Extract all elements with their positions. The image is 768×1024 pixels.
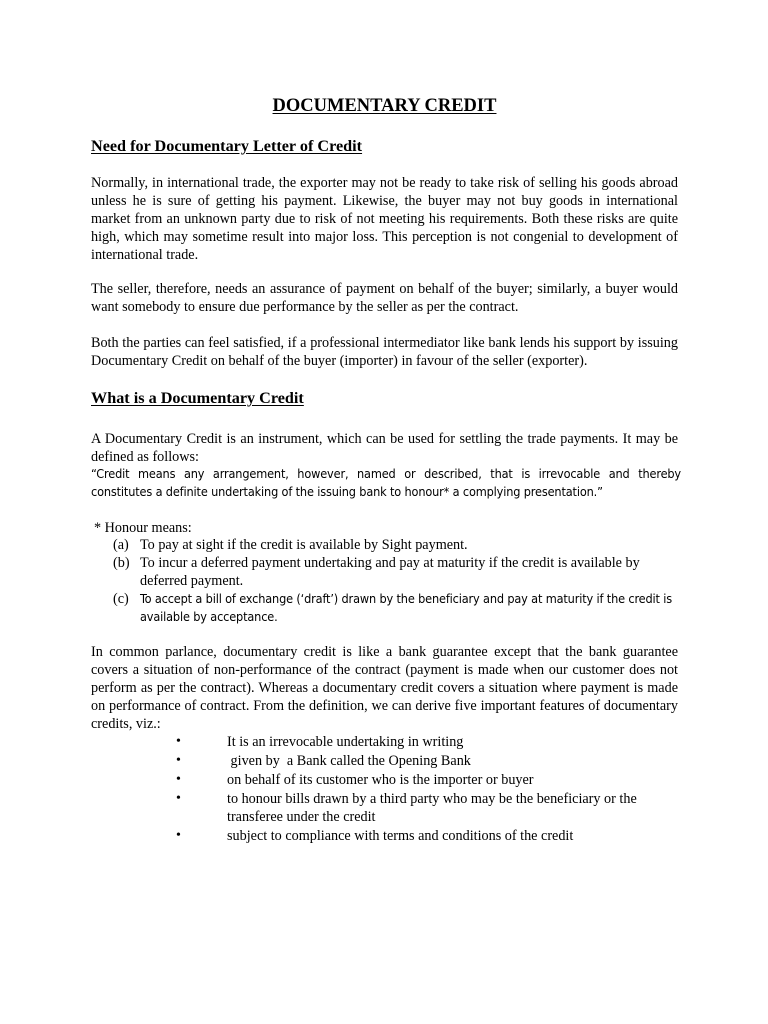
bullet-icon: • — [176, 828, 181, 843]
feature-list-item — [176, 752, 678, 770]
feature-text: to honour bills drawn by a third party who may be the beneficiary or the transferee under the credit — [227, 791, 637, 825]
bullet-icon: • — [176, 753, 181, 768]
paragraph-both-parties: Both the parties can feel satisfied, if a professional intermediator like bank lends his support by issuing Documentary Credit on behalf of the buyer (importer) in favour of the seller (exporter). — [91, 335, 678, 369]
bullet-icon: • — [176, 734, 181, 749]
feature-text: subject to compliance with terms and conditions of the credit — [227, 828, 574, 844]
paragraph-common-parlance: In common parlance, documentary credit is like a bank guarantee except that the bank guarantee covers a situation of non-performance of the contract (payment is made when our customer does not perform as per the contract). Whereas a documentary credit covers a situation where payment is made on performance of contract. From the definition, we can derive five important features of documentary credits, viz.: — [91, 644, 678, 732]
feature-list-item — [176, 733, 678, 751]
honour-item-text: To incur a deferred payment undertaking and pay at maturity if the credit is available by deferred payment. — [140, 555, 640, 589]
honour-item-text: To accept a bill of exchange (‘draft’) drawn by the beneficiary and pay at maturity if the credit is available by acceptance. — [140, 591, 673, 624]
honour-item-text: To pay at sight if the credit is available by Sight payment. — [140, 537, 468, 553]
section-heading-need: Need for Documentary Letter of Credit — [91, 137, 363, 155]
honour-item — [113, 554, 679, 590]
feature-list-item — [176, 790, 678, 826]
document-title: DOCUMENTARY CREDIT — [272, 96, 497, 116]
section-heading-what-is: What is a Documentary Credit — [91, 389, 304, 407]
honour-item — [113, 536, 679, 554]
feature-text: given by a Bank called the Opening Bank — [227, 753, 471, 769]
bullet-icon: • — [176, 791, 181, 806]
feature-list-item — [176, 771, 678, 789]
honour-item-marker: (c) — [113, 591, 129, 607]
feature-text: It is an irrevocable undertaking in writing — [227, 734, 464, 750]
paragraph-normally: Normally, in international trade, the exporter may not be ready to take risk of selling his goods abroad unless he is sure of getting his payment. Likewise, the buyer may not buy goods in international market from an unknown party due to risk of not meeting his requirements. Both these risks are quite high, which may sometime result into major loss. This perception is not congenial to development of international trade. — [91, 175, 678, 263]
paragraph-seller: The seller, therefore, needs an assurance of payment on behalf of the buyer; similarly, a buyer would want somebody to ensure due performance by the seller as per the contract. — [91, 281, 678, 315]
honour-item-marker: (a) — [113, 537, 129, 553]
feature-text: on behalf of its customer who is the importer or buyer — [227, 772, 534, 788]
bullet-icon: • — [176, 772, 181, 787]
honour-item-marker: (b) — [113, 555, 130, 571]
definition-quote: “Credit means any arrangement, however, named or described, that is irrevocable and thereby constitutes a definite undertaking of the issuing bank to honour* a complying presentation.” — [91, 466, 681, 499]
honour-item — [113, 590, 679, 626]
paragraph-instrument: A Documentary Credit is an instrument, which can be used for settling the trade payments. It may be defined as follows: — [91, 431, 678, 465]
feature-list-item — [176, 827, 678, 845]
honour-note-label: * Honour means: — [94, 520, 192, 536]
